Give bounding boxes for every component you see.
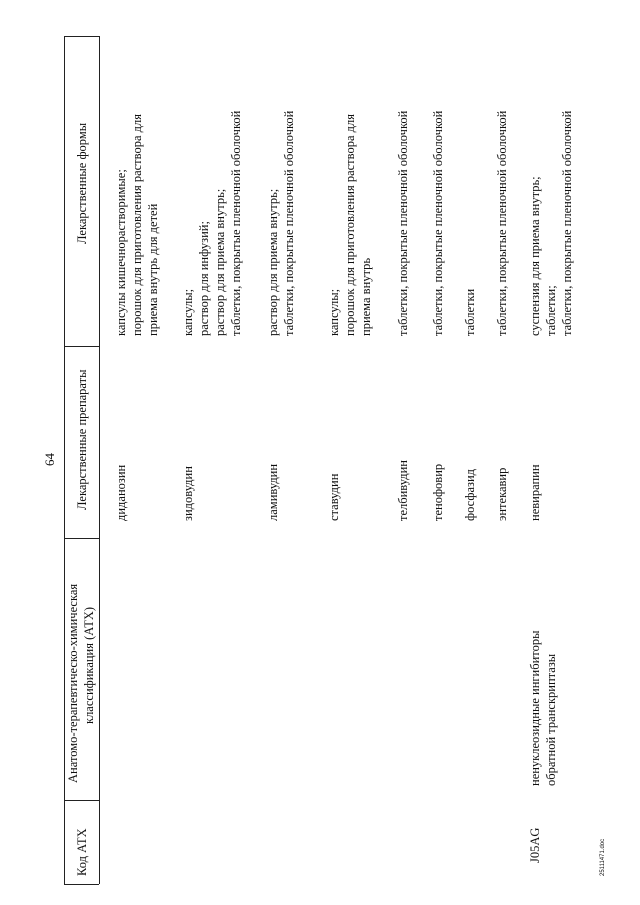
header-code: Код АТХ bbox=[75, 828, 89, 876]
atc-class-line2: обратной транскриптазы bbox=[544, 653, 558, 786]
drug-name: ламивудин bbox=[266, 463, 280, 521]
drug-name: невирапин bbox=[528, 464, 542, 521]
drug-name: диданозин bbox=[114, 464, 128, 521]
dosage-form: таблетки, покрытые пленочной оболочкой bbox=[431, 110, 445, 336]
dosage-form: раствор для инфузий; bbox=[197, 221, 211, 336]
header-forms: Лекарственные формы bbox=[75, 122, 89, 244]
dosage-form: таблетки, покрытые пленочной оболочкой bbox=[396, 110, 410, 336]
drug-name: тенофовир bbox=[431, 463, 445, 521]
page-number: 64 bbox=[42, 453, 57, 466]
header-atc-line1: Анатомо-терапевтическо-химическая bbox=[66, 583, 80, 783]
dosage-form: раствор для приема внутрь; bbox=[213, 188, 227, 336]
table-border-left bbox=[64, 36, 65, 884]
drug-name: фосфазид bbox=[463, 469, 477, 521]
drug-name: ставудин bbox=[327, 473, 341, 521]
dosage-form: капсулы; bbox=[327, 288, 341, 336]
dosage-form: таблетки; bbox=[544, 285, 558, 336]
col-divider-atc-code bbox=[64, 800, 99, 801]
table-border-header-bottom bbox=[99, 36, 100, 884]
footer-file-name: 25111471.doc bbox=[600, 838, 606, 876]
dosage-form: порошок для приготовления раствора для bbox=[130, 114, 144, 336]
drug-name: энтекавир bbox=[495, 467, 509, 521]
dosage-form: таблетки, покрытые пленочной оболочкой bbox=[282, 110, 296, 336]
col-divider-forms-drugs bbox=[64, 346, 99, 347]
table-border-top bbox=[64, 36, 99, 37]
atc-class-line1: ненуклеозидные ингибиторы bbox=[528, 630, 542, 786]
table-border-bottom bbox=[64, 884, 99, 885]
dosage-form: капсулы; bbox=[181, 288, 195, 336]
dosage-form: таблетки, покрытые пленочной оболочкой bbox=[495, 110, 509, 336]
drug-name: зидовудин bbox=[181, 466, 195, 521]
dosage-form: таблетки bbox=[463, 288, 477, 336]
atc-code: J05AG bbox=[528, 827, 542, 863]
dosage-form: приема внутрь bbox=[359, 257, 373, 336]
col-divider-drugs-atc bbox=[64, 538, 99, 539]
dosage-form: таблетки, покрытые пленочной оболочкой bbox=[560, 110, 574, 336]
dosage-form: приема внутрь для детей bbox=[146, 203, 160, 336]
dosage-form: таблетки, покрытые пленочной оболочкой bbox=[229, 110, 243, 336]
header-drugs: Лекарственные препараты bbox=[75, 369, 89, 510]
dosage-form: суспензия для приема внутрь; bbox=[528, 176, 542, 336]
header-atc-line2: классификация (АТХ) bbox=[82, 606, 96, 724]
dosage-form: порошок для приготовления раствора для bbox=[343, 114, 357, 336]
drug-name: телбивудин bbox=[396, 460, 410, 521]
dosage-form: капсулы кишечнорастворимые; bbox=[114, 169, 128, 336]
dosage-form: раствор для приема внутрь; bbox=[266, 188, 280, 336]
